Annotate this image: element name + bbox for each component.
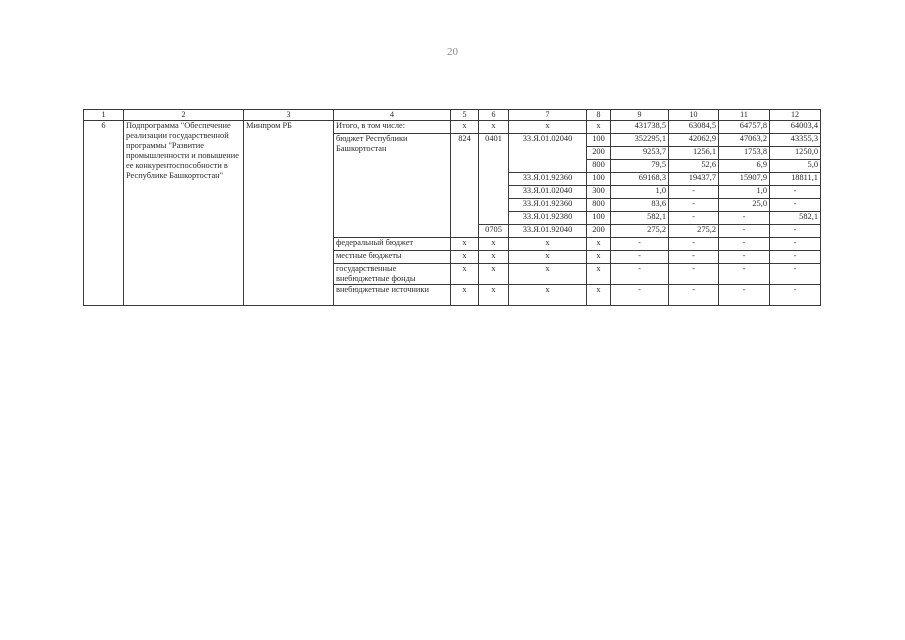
cell: - bbox=[611, 264, 669, 285]
cell: 15907,9 bbox=[719, 173, 770, 186]
cell: 200 bbox=[587, 147, 611, 160]
header-cell: 3 bbox=[244, 110, 334, 121]
cell: 1256,1 bbox=[669, 147, 719, 160]
cell: х bbox=[479, 264, 509, 285]
cell: - bbox=[611, 251, 669, 264]
cell: 300 bbox=[587, 186, 611, 199]
cell: 824 bbox=[451, 134, 479, 238]
cell: - bbox=[669, 285, 719, 306]
header-cell: 8 bbox=[587, 110, 611, 121]
cell: - bbox=[719, 264, 770, 285]
cell: х bbox=[451, 264, 479, 285]
cell: 582,1 bbox=[611, 212, 669, 225]
header-cell: 12 bbox=[770, 110, 821, 121]
header-cell: 10 bbox=[669, 110, 719, 121]
cell: 33.Я.01.92380 bbox=[509, 212, 587, 225]
funding-source: федеральный бюджет bbox=[334, 238, 451, 251]
cell: 43355,3 bbox=[770, 134, 821, 147]
header-cell: 9 bbox=[611, 110, 669, 121]
cell: - bbox=[611, 285, 669, 306]
cell: х bbox=[587, 251, 611, 264]
cell: 47063,2 bbox=[719, 134, 770, 147]
cell: х bbox=[479, 285, 509, 306]
cell: - bbox=[669, 199, 719, 212]
cell: х bbox=[509, 285, 587, 306]
cell: х bbox=[509, 264, 587, 285]
executor: Минпром РБ bbox=[244, 121, 334, 306]
cell: 800 bbox=[587, 199, 611, 212]
cell: 33.Я.01.92040 bbox=[509, 225, 587, 238]
header-cell: 1 bbox=[84, 110, 124, 121]
cell: 83,6 bbox=[611, 199, 669, 212]
cell: 33.Я.01.92360 bbox=[509, 173, 587, 186]
cell: 9253,7 bbox=[611, 147, 669, 160]
cell: х bbox=[587, 238, 611, 251]
header-cell: 4 bbox=[334, 110, 451, 121]
cell: - bbox=[770, 238, 821, 251]
funding-source: внебюджетные источники bbox=[334, 285, 451, 306]
cell: - bbox=[719, 225, 770, 238]
cell: 431738,5 bbox=[611, 121, 669, 134]
cell: - bbox=[770, 199, 821, 212]
cell: х bbox=[587, 121, 611, 134]
cell: 25,0 bbox=[719, 199, 770, 212]
header-row bbox=[84, 110, 821, 121]
cell: - bbox=[719, 251, 770, 264]
page-number: 20 bbox=[447, 46, 458, 58]
cell: 1753,8 bbox=[719, 147, 770, 160]
cell: - bbox=[669, 186, 719, 199]
cell: 0705 bbox=[479, 225, 509, 238]
cell: - bbox=[770, 285, 821, 306]
cell: 52,6 bbox=[669, 160, 719, 173]
cell: 19437,7 bbox=[669, 173, 719, 186]
cell: х bbox=[451, 238, 479, 251]
cell: 64003,4 bbox=[770, 121, 821, 134]
cell: 63084,5 bbox=[669, 121, 719, 134]
cell: 0401 bbox=[479, 134, 509, 225]
cell: 18811,1 bbox=[770, 173, 821, 186]
cell: 1250,0 bbox=[770, 147, 821, 160]
cell: 1,0 bbox=[611, 186, 669, 199]
cell: - bbox=[770, 251, 821, 264]
cell: 5,0 bbox=[770, 160, 821, 173]
table-row bbox=[84, 121, 821, 134]
header-cell: 6 bbox=[479, 110, 509, 121]
cell: 79,5 bbox=[611, 160, 669, 173]
cell: х bbox=[509, 238, 587, 251]
cell: 6,9 bbox=[719, 160, 770, 173]
subprogram-title: Подпрограмма "Обеспечение реализации государственной программы "Развитие промышленности и повышение ее конкурентоспособности в Республике Башкортостан" bbox=[124, 121, 244, 306]
cell: х bbox=[587, 285, 611, 306]
cell: 100 bbox=[587, 212, 611, 225]
funding-source: бюджет Республики Башкортостан bbox=[334, 134, 451, 238]
cell: - bbox=[770, 264, 821, 285]
budget-table bbox=[83, 109, 821, 306]
cell: - bbox=[719, 238, 770, 251]
cell: х bbox=[451, 285, 479, 306]
header-cell: 11 bbox=[719, 110, 770, 121]
row-number: 6 bbox=[84, 121, 124, 306]
cell: - bbox=[669, 212, 719, 225]
cell: - bbox=[719, 212, 770, 225]
cell: 582,1 bbox=[770, 212, 821, 225]
header-cell: 5 bbox=[451, 110, 479, 121]
funding-source: государственные внебюджетные фонды bbox=[334, 264, 451, 285]
cell: - bbox=[669, 251, 719, 264]
funding-source: местные бюджеты bbox=[334, 251, 451, 264]
cell: - bbox=[770, 225, 821, 238]
cell: 69168,3 bbox=[611, 173, 669, 186]
cell: 33.Я.01.92360 bbox=[509, 199, 587, 212]
funding-source: Итого, в том числе: bbox=[334, 121, 451, 134]
cell: 42062,9 bbox=[669, 134, 719, 147]
cell: х bbox=[479, 121, 509, 134]
cell: 33.Я.01.02040 bbox=[509, 186, 587, 199]
cell: 100 bbox=[587, 173, 611, 186]
cell: х bbox=[451, 121, 479, 134]
cell: х bbox=[479, 251, 509, 264]
cell: 275,2 bbox=[669, 225, 719, 238]
header-cell: 7 bbox=[509, 110, 587, 121]
cell: х bbox=[509, 121, 587, 134]
cell: 33.Я.01.02040 bbox=[509, 134, 587, 173]
cell: 100 bbox=[587, 134, 611, 147]
cell: 352295,1 bbox=[611, 134, 669, 147]
cell: х bbox=[587, 264, 611, 285]
cell: - bbox=[770, 186, 821, 199]
cell: х bbox=[509, 251, 587, 264]
cell: 1,0 bbox=[719, 186, 770, 199]
header-cell: 2 bbox=[124, 110, 244, 121]
cell: - bbox=[669, 238, 719, 251]
cell: 800 bbox=[587, 160, 611, 173]
cell: 64757,8 bbox=[719, 121, 770, 134]
cell: - bbox=[611, 238, 669, 251]
cell: х bbox=[479, 238, 509, 251]
cell: - bbox=[719, 285, 770, 306]
cell: х bbox=[451, 251, 479, 264]
cell: - bbox=[669, 264, 719, 285]
cell: 200 bbox=[587, 225, 611, 238]
cell: 275,2 bbox=[611, 225, 669, 238]
